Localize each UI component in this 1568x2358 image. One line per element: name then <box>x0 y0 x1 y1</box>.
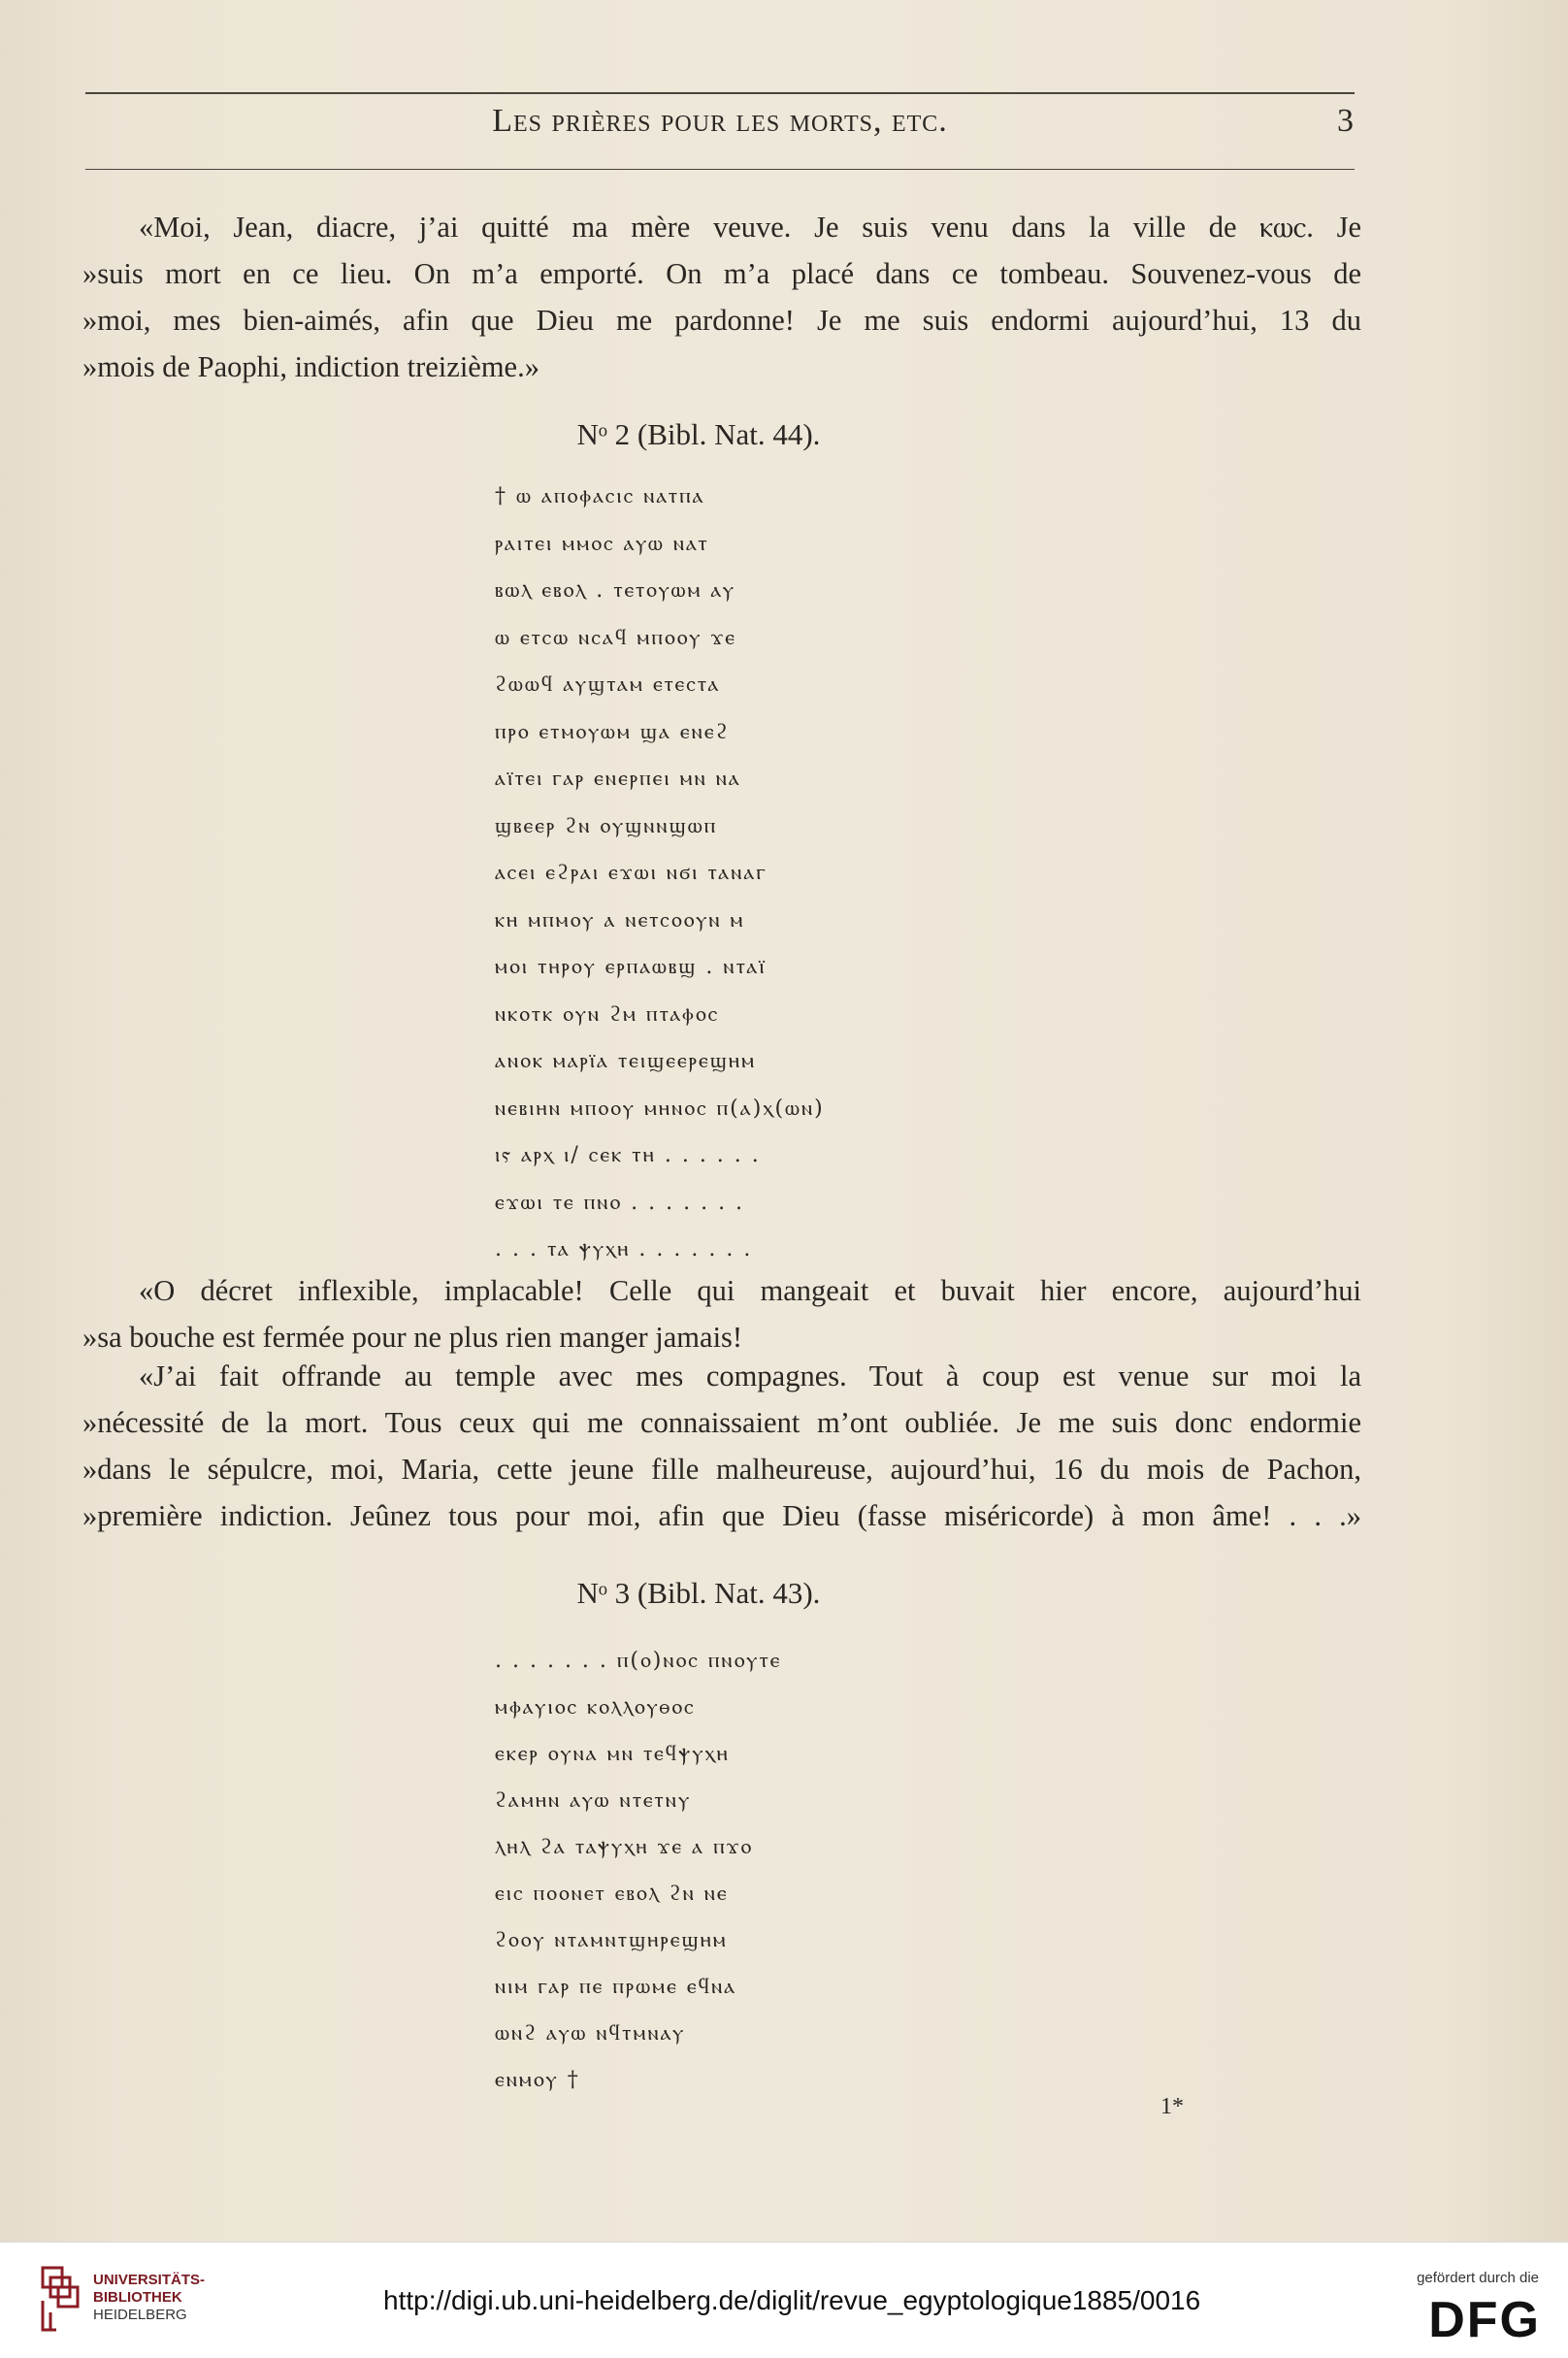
text-line: «Moi, Jean, diacre, j’ai quitté ma mère veuve. Je suis venu dans la ville de ⲕⲱⲥ. Je <box>139 211 1361 244</box>
coptic-line: ⲉϫⲱⲓ ⲧⲉ ⲡⲛⲟ . . . . . . . <box>495 1190 745 1215</box>
funder-label: gefördert durch die <box>1417 2270 1539 2286</box>
digitization-footer <box>0 2242 1568 2358</box>
coptic-line: ⲛⲓⲙ ⲅⲁⲣ ⲡⲉ ⲡⲣⲱⲙⲉ ⲉϥⲛⲁ <box>495 1975 737 1999</box>
running-title: Les prières pour les morts, etc. <box>492 103 948 139</box>
text-line: »moi, mes bien-aimés, afin que Dieu me pardonne! Je me suis endormi aujourd’hui, 13 du <box>82 304 1361 337</box>
header-rule-top <box>85 92 1355 94</box>
text-line: »mois de Paophi, indiction treizième.» <box>82 350 539 383</box>
coptic-line: ⲣⲁⲓⲧⲉⲓ ⲙⲙⲟⲥ ⲁⲩⲱ ⲛⲁⲧ <box>495 531 709 556</box>
coptic-inscription-3 <box>495 1638 999 2104</box>
source-url-link[interactable]: http://digi.ub.uni-heidelberg.de/diglit/revue_egyptologique1885/0016 <box>383 2285 1201 2315</box>
coptic-line: ⲱⲛϩ ⲁⲩⲱ ⲛϥⲧⲙⲛⲁⲩ <box>495 2021 686 2046</box>
coptic-inscription-2 <box>495 474 999 1274</box>
text-line: »première indiction. Jeûnez tous pour moi, afin que Dieu (fasse miséricorde) à mon âme! . . .» <box>82 1499 1361 1532</box>
coptic-line: ⲙⲫⲁⲩⲓⲟⲥ ⲕⲟⲗⲗⲟⲩⲑⲟⲥ <box>495 1695 696 1719</box>
coptic-line: ϩⲟⲟⲩ ⲛⲧⲁⲙⲛⲧϣⲏⲣⲉϣⲏⲙ <box>495 1928 728 1952</box>
library-logo-icon <box>37 2262 87 2336</box>
text-line: »nécessité de la mort. Tous ceux qui me connaissaient m’ont oubliée. Je me suis donc endormie <box>82 1406 1361 1439</box>
coptic-line: ⲉⲕⲉⲣ ⲟⲩⲛⲁ ⲙⲛ ⲧⲉϥⲯⲩⲭⲏ <box>495 1742 730 1766</box>
library-name-line: BIBLIOTHEK <box>93 2289 182 2306</box>
text-line: »dans le sépulcre, moi, Maria, cette jeune fille malheureuse, aujourd’hui, 16 du mois de Pachon, <box>82 1453 1361 1486</box>
coptic-line: ⲙⲟⲓ ⲧⲏⲣⲟⲩ ⲉⲣⲡⲁⲱⲃϣ . ⲛⲧⲁⲓ̈ <box>495 955 767 979</box>
coptic-line: ϣⲃⲉⲉⲣ ϩⲛ ⲟⲩϣⲛⲛϣⲱⲡ <box>495 813 718 838</box>
coptic-line: † ⲱ ⲁⲡⲟⲫⲁⲥⲓⲥ ⲛⲁⲧⲡⲁ <box>495 484 705 508</box>
text-line: »sa bouche est fermée pour ne plus rien manger jamais! <box>82 1321 743 1354</box>
coptic-line: ⲉⲛⲙⲟⲩ † <box>495 2068 580 2092</box>
translation-paragraph-2 <box>82 1267 1361 1360</box>
coptic-line: ⲗⲏⲗ ϩⲁ ⲧⲁⲯⲩⲭⲏ ϫⲉ ⲁ ⲡϫⲟ <box>495 1835 754 1859</box>
coptic-line: ⲡⲣⲟ ⲉⲧⲙⲟⲩⲱⲙ ϣⲁ ⲉⲛⲉϩ <box>495 719 730 744</box>
library-name-line: UNIVERSITÄTS- <box>93 2272 206 2288</box>
dfg-logo: DFG <box>1428 2292 1541 2348</box>
coptic-line: ⲃⲱⲗ ⲉⲃⲟⲗ . ⲧⲉⲧⲟⲩⲱⲙ ⲁⲩ <box>495 578 736 603</box>
coptic-line: ⲓⲋ ⲁⲣⲭ ⲓ/ ⲥⲉⲕ ⲧⲏ . . . . . . <box>495 1143 761 1167</box>
header-rule-bottom <box>85 169 1355 170</box>
translation-paragraph-3 <box>82 1353 1361 1539</box>
coptic-line: ϩⲁⲙⲏⲛ ⲁⲩⲱ ⲛⲧⲉⲧⲛⲩ <box>495 1788 692 1813</box>
library-name-line: HEIDELBERG <box>93 2307 187 2323</box>
coptic-line: ⲁⲥⲉⲓ ⲉϩⲣⲁⲓ ⲉϫⲱⲓ ⲛϭⲓ ⲧⲁⲛⲁⲅ <box>495 861 768 885</box>
text-line: «O décret inflexible, implacable! Celle qui mangeait et buvait hier encore, aujourd’hui <box>139 1274 1361 1307</box>
library-name <box>93 2272 205 2324</box>
running-header <box>85 103 1355 151</box>
section-heading-3: Nᵒ 3 (Bibl. Nat. 43). <box>576 1576 821 1610</box>
signature-mark: 1* <box>1160 2094 1184 2119</box>
coptic-line: ⲁⲛⲟⲕ ⲙⲁⲣⲓ̈ⲁ ⲧⲉⲓϣⲉⲉⲣⲉϣⲏⲙ <box>495 1049 757 1073</box>
coptic-line: ⲕⲏ ⲙⲡⲙⲟⲩ ⲁ ⲛⲉⲧⲥⲟⲟⲩⲛ ⲙ <box>495 907 745 933</box>
text-line: »suis mort en ce lieu. On m’a emporté. On m’a placé dans ce tombeau. Souvenez-vous de <box>82 257 1361 290</box>
coptic-line: ⲛⲉⲃⲓⲏⲛ ⲙⲡⲟⲟⲩ ⲙⲏⲛⲟⲥ ⲡ(ⲁ)ⲭ(ⲱⲛ) <box>495 1096 825 1121</box>
coptic-line: . . . . . . . ⲡ(ⲟ)ⲛⲟⲥ ⲡⲛⲟⲩⲧⲉ <box>495 1649 782 1673</box>
coptic-line: ⲛⲕⲟⲧⲕ ⲟⲩⲛ ϩⲙ ⲡⲧⲁⲫⲟⲥ <box>495 1001 720 1027</box>
coptic-line: ⲁⲓ̈ⲧⲉⲓ ⲅⲁⲣ ⲉⲛⲉⲣⲡⲉⲓ ⲙⲛ ⲛⲁ <box>495 767 741 791</box>
text-line: «J’ai fait offrande au temple avec mes compagnes. Tout à coup est venue sur moi la <box>139 1359 1361 1392</box>
coptic-line: . . . ⲧⲁ ⲯⲩⲭⲏ . . . . . . . <box>495 1237 753 1261</box>
page-number: 3 <box>1337 103 1355 139</box>
coptic-line: ⲉⲓⲥ ⲡⲟⲟⲛⲉⲧ ⲉⲃⲟⲗ ϩⲛ ⲛⲉ <box>495 1882 729 1906</box>
section-heading-2: Nᵒ 2 (Bibl. Nat. 44). <box>576 417 821 451</box>
coptic-line: ⲱ ⲉⲧⲥⲱ ⲛⲥⲁϥ ⲙⲡⲟⲟⲩ ϫⲉ <box>495 625 737 650</box>
coptic-line: ϩⲱⲱϥ ⲁⲩϣⲧⲁⲙ ⲉⲧⲉⲥⲧⲁ <box>495 672 721 697</box>
translation-paragraph-1 <box>82 204 1361 390</box>
